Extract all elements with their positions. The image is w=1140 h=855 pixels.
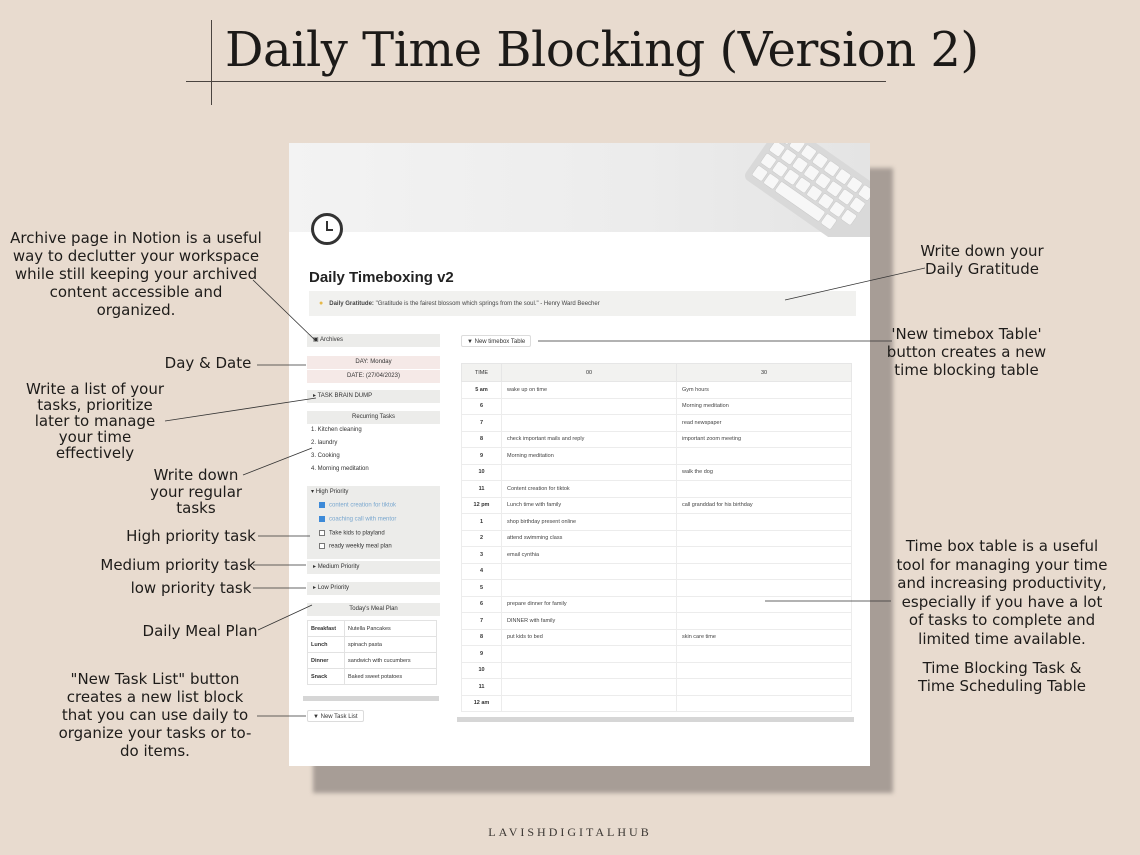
triangle-right-icon: ▸ (313, 393, 317, 399)
date-field[interactable]: DATE: (27/04/2023) (307, 370, 440, 383)
meal-plan-table (307, 620, 437, 685)
callout-gratitude: Write down your Daily Gratitude (920, 242, 1044, 278)
timebox-task-cell-30[interactable]: walk the dog (677, 464, 852, 481)
main-title: Daily Time Blocking (Version 2) (225, 22, 979, 78)
timebox-task-cell-00[interactable] (502, 695, 677, 712)
timebox-task-cell-30[interactable] (677, 662, 852, 679)
timebox-task-cell-30[interactable] (677, 481, 852, 498)
timebox-row (462, 629, 852, 646)
timebox-row (462, 398, 852, 415)
timebox-task-cell-00[interactable]: Morning meditation (502, 448, 677, 465)
gratitude-callout (309, 291, 856, 316)
high-task-2-label: coaching call with mentor (329, 516, 397, 523)
meal-key: Breakfast (308, 621, 345, 637)
new-task-list-button[interactable] (307, 710, 364, 722)
timebox-row (462, 497, 852, 514)
col-header-00: 00 (502, 364, 677, 382)
timebox-task-cell-00[interactable]: DINNER with family (502, 613, 677, 630)
meal-value[interactable]: Baked sweet potatoes (345, 669, 437, 685)
cover-image (289, 143, 870, 232)
timebox-task-cell-30[interactable] (677, 646, 852, 663)
archives-link[interactable] (307, 334, 440, 347)
notion-page (289, 143, 870, 766)
high-task-3[interactable] (319, 530, 385, 537)
timebox-task-cell-30[interactable]: Gym hours (677, 382, 852, 399)
timebox-time-cell: 12 am (462, 695, 502, 712)
archives-label: Archives (320, 337, 344, 343)
checkbox-checked[interactable] (319, 516, 325, 522)
checkbox-checked[interactable] (319, 502, 325, 508)
archive-icon: ▣ (313, 337, 319, 343)
template-button-icon: ▼ (313, 714, 319, 720)
recurring-task-2[interactable]: 2. laundry (311, 440, 338, 446)
timebox-table (461, 363, 852, 712)
timebox-row (462, 481, 852, 498)
timebox-row (462, 662, 852, 679)
table-scrollbar[interactable] (457, 717, 854, 722)
timebox-task-cell-30[interactable] (677, 596, 852, 613)
timebox-time-cell: 6 (462, 596, 502, 613)
timebox-task-cell-30[interactable] (677, 580, 852, 597)
timebox-time-cell: 1 (462, 514, 502, 531)
timebox-row (462, 514, 852, 531)
meal-key: Lunch (308, 637, 345, 653)
timebox-row (462, 695, 852, 712)
triangle-down-icon: ▾ (311, 489, 315, 495)
timebox-row (462, 563, 852, 580)
timebox-time-cell: 3 (462, 547, 502, 564)
new-task-list-label: New Task List (320, 714, 358, 720)
callout-timebox-caption: Time Blocking Task & Time Scheduling Table (918, 659, 1086, 695)
meal-row (308, 621, 437, 637)
timebox-time-cell: 6 (462, 398, 502, 415)
timebox-time-cell: 11 (462, 679, 502, 696)
timebox-task-cell-00[interactable] (502, 646, 677, 663)
recurring-tasks-header: Recurring Tasks (307, 411, 440, 424)
callout-archive: Archive page in Notion is a useful way to declutter your workspace while still keeping your archived content accessible and organized. (10, 229, 262, 319)
timebox-task-cell-00[interactable]: wake up on time (502, 382, 677, 399)
timebox-task-cell-30[interactable] (677, 695, 852, 712)
timebox-row (462, 596, 852, 613)
meal-row (308, 669, 437, 685)
meal-value[interactable]: spinach pasta (345, 637, 437, 653)
timebox-time-cell: 4 (462, 563, 502, 580)
timebox-row (462, 646, 852, 663)
meal-value[interactable]: Nutella Pancakes (345, 621, 437, 637)
callout-regular-tasks: Write down your regular tasks (149, 466, 243, 517)
lightbulb-icon: ● (319, 300, 324, 307)
meal-key: Snack (308, 669, 345, 685)
timebox-time-cell: 10 (462, 464, 502, 481)
timebox-task-cell-30[interactable] (677, 530, 852, 547)
timebox-task-cell-00[interactable] (502, 563, 677, 580)
timebox-task-cell-00[interactable]: attend swimming class (502, 530, 677, 547)
timebox-task-cell-30[interactable] (677, 613, 852, 630)
timebox-task-cell-00[interactable] (502, 398, 677, 415)
timebox-task-cell-00[interactable]: prepare dinner for family (502, 596, 677, 613)
title-horizontal-line (186, 81, 886, 82)
timebox-task-cell-30[interactable]: Morning meditation (677, 398, 852, 415)
timebox-task-cell-00[interactable] (502, 580, 677, 597)
timebox-task-cell-00[interactable]: Lunch time with family (502, 497, 677, 514)
timebox-task-cell-00[interactable]: check important mails and reply (502, 431, 677, 448)
page-title: Daily Timeboxing v2 (309, 269, 454, 286)
timebox-time-cell: 12 pm (462, 497, 502, 514)
timebox-time-cell: 5 (462, 580, 502, 597)
timebox-time-cell: 9 (462, 646, 502, 663)
meal-row (308, 637, 437, 653)
callout-low-priority: low priority task (130, 579, 252, 597)
recurring-task-3[interactable]: 3. Cooking (311, 453, 340, 459)
timebox-time-cell: 8 (462, 431, 502, 448)
timebox-time-cell: 7 (462, 613, 502, 630)
high-task-1[interactable] (319, 502, 396, 509)
medium-priority-label: Medium Priority (317, 564, 360, 570)
title-vertical-line (211, 20, 212, 105)
meal-plan-header: Today's Meal Plan (307, 603, 440, 616)
timebox-task-cell-30[interactable]: call granddad for his birthday (677, 497, 852, 514)
meal-key: Dinner (308, 653, 345, 669)
timebox-task-cell-30[interactable] (677, 448, 852, 465)
timebox-task-cell-30[interactable] (677, 563, 852, 580)
timebox-row (462, 547, 852, 564)
timebox-task-cell-00[interactable] (502, 662, 677, 679)
timebox-task-cell-00[interactable]: put kids to bed (502, 629, 677, 646)
callout-new-timebox: 'New timebox Table' button creates a new time blocking table (886, 325, 1047, 379)
timebox-row (462, 431, 852, 448)
callout-task-list: Write a list of your tasks, prioritize later to manage your time effectively (25, 380, 165, 462)
brand-footer: LAVISHDIGITALHUB (488, 825, 652, 839)
timebox-task-cell-00[interactable] (502, 464, 677, 481)
timebox-row (462, 448, 852, 465)
callout-meal-plan: Daily Meal Plan (142, 622, 258, 640)
col-header-time: TIME (462, 364, 502, 382)
low-priority-toggle[interactable] (307, 582, 440, 595)
new-timebox-label: New timebox Table (474, 339, 526, 345)
timebox-task-cell-00[interactable]: shop birthday present online (502, 514, 677, 531)
timebox-time-cell: 8 (462, 629, 502, 646)
timebox-time-cell: 7 (462, 415, 502, 432)
callout-timebox-table: Time box table is a useful tool for managing your time and increasing productivity, especially if you have a lot of tasks to complete and limited time available. (896, 537, 1108, 648)
callout-new-task-list: "New Task List" button creates a new list block that you can use daily to organize your tasks or to-do items. (58, 670, 252, 760)
high-task-4[interactable] (319, 543, 392, 550)
callout-high-priority: High priority task (126, 527, 256, 545)
timebox-row (462, 613, 852, 630)
task-brain-dump-label: TASK BRAIN DUMP (317, 393, 373, 399)
timebox-task-cell-30[interactable]: important zoom meeting (677, 431, 852, 448)
timebox-row (462, 464, 852, 481)
timebox-time-cell: 2 (462, 530, 502, 547)
task-brain-dump-toggle[interactable] (307, 390, 440, 403)
timebox-task-cell-00[interactable] (502, 415, 677, 432)
triangle-right-icon: ▸ (313, 585, 317, 591)
low-priority-label: Low Priority (317, 585, 350, 591)
new-timebox-button[interactable] (461, 335, 531, 347)
timebox-task-cell-30[interactable]: read newspaper (677, 415, 852, 432)
timebox-row (462, 415, 852, 432)
recurring-task-1[interactable]: 1. Kitchen cleaning (311, 427, 362, 433)
keyboard-image (729, 143, 870, 237)
timebox-row (462, 530, 852, 547)
callout-day-date: Day & Date (164, 354, 252, 372)
high-priority-toggle[interactable] (311, 488, 348, 495)
col-header-30: 30 (677, 364, 852, 382)
timebox-row (462, 679, 852, 696)
triangle-right-icon: ▸ (313, 564, 317, 570)
checkbox[interactable] (319, 543, 325, 549)
high-priority-label: High Priority (315, 489, 349, 495)
high-task-3-label: Take kids to playland (329, 530, 385, 537)
recurring-task-4[interactable]: 4. Morning meditation (311, 466, 369, 472)
sidebar-scrollbar[interactable] (303, 696, 439, 701)
medium-priority-toggle[interactable] (307, 561, 440, 574)
timebox-row (462, 580, 852, 597)
meal-value[interactable]: sandwich with cucumbers (345, 653, 437, 669)
gratitude-label: Daily Gratitude: (329, 301, 374, 307)
timebox-task-cell-30[interactable] (677, 514, 852, 531)
timebox-time-cell: 5 am (462, 382, 502, 399)
checkbox[interactable] (319, 530, 325, 536)
timebox-time-cell: 11 (462, 481, 502, 498)
gratitude-text: "Gratitude is the fairest blossom which springs from the soul." - Henry Ward Beecher (375, 301, 600, 307)
high-task-1-label: content creation for tiktok (329, 502, 397, 509)
timebox-task-cell-30[interactable]: skin care time (677, 629, 852, 646)
timebox-task-cell-00[interactable]: Content creation for tiktok (502, 481, 677, 498)
meal-row (308, 653, 437, 669)
timebox-task-cell-30[interactable] (677, 679, 852, 696)
timebox-row (462, 382, 852, 399)
template-button-icon: ▼ (467, 339, 473, 345)
high-task-2[interactable] (319, 516, 396, 523)
timebox-task-cell-30[interactable] (677, 547, 852, 564)
timebox-time-cell: 9 (462, 448, 502, 465)
callout-medium-priority: Medium priority task (100, 556, 256, 574)
timebox-task-cell-00[interactable]: email cynthia (502, 547, 677, 564)
timebox-time-cell: 10 (462, 662, 502, 679)
timebox-task-cell-00[interactable] (502, 679, 677, 696)
timebox-header-row (462, 364, 852, 382)
clock-icon (311, 213, 343, 245)
high-task-4-label: ready weekly meal plan (329, 543, 392, 550)
day-field[interactable]: DAY: Monday (307, 356, 440, 369)
